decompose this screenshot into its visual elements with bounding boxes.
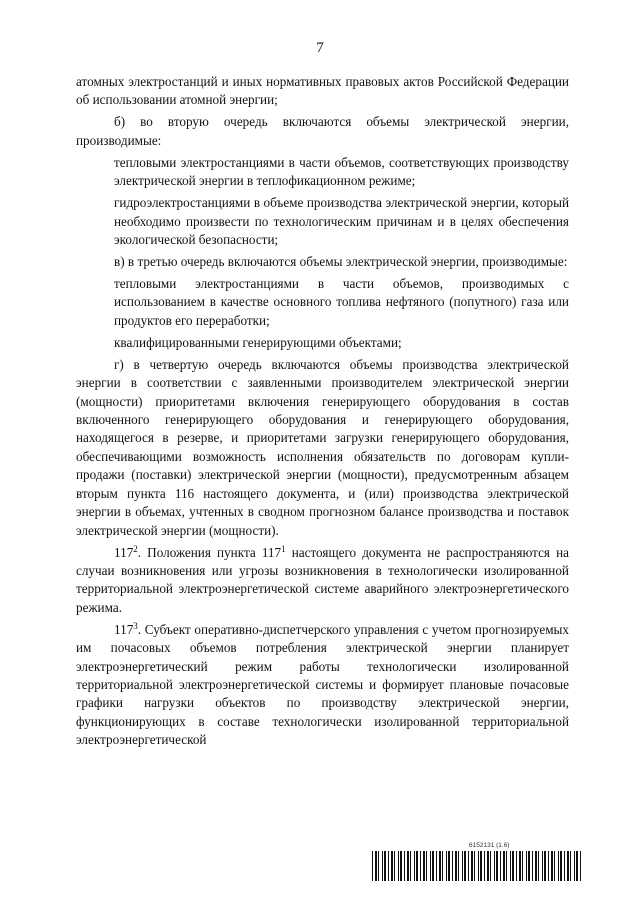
paragraph-117-2 — [76, 544, 569, 618]
clause-number: 117 — [114, 544, 134, 560]
paragraph-b-thermal: тепловыми электростанциями в части объемов, соответствующих производству электрической энергии в теплофикационном режиме; — [114, 154, 569, 189]
paragraph-item-g: г) в четвертую очередь включаются объемы производства электрической энергии в соответствии с заявленными производителем электрической энергии (мощности) приоритетами включения генерирующего оборудования в состав включенного генерирующего оборудования и генерирующего оборудования, находящегося в резерве, и приоритетами загрузки генерирующего оборудования, обеспечивающими возможность исполнения обязательств по договорам купли-продажи (поставки) электрической энергии (мощности), предусмотренным абзацем вторым пункта 116 настоящего документа, и (или) производства электрической энергии в объемах, учтенных в сводном прогнозном балансе производства и поставок электрической энергии (мощности). — [76, 356, 569, 538]
clause-superscript: 3 — [133, 620, 138, 631]
clause-text-part: . Положения пункта 117 — [137, 544, 282, 560]
document-body — [76, 73, 569, 750]
page-number: 7 — [316, 40, 324, 56]
barcode-icon — [372, 851, 582, 881]
paragraph-v-qualified: квалифицированными генерирующими объектами; — [114, 334, 402, 350]
paragraph-item-b: б) во вторую очередь включаются объемы электрической энергии, производимые: — [76, 114, 569, 148]
document-code: 6152131 (1.6) — [469, 842, 510, 849]
clause-text: . Субъект оперативно-диспетчерского управления с учетом прогнозируемых им почасовых объемов потребления электрической энергии планирует электроэнергетический режим работы технологически изолированной территориальной электроэнергетической системы и формирует плановые почасовые графики нагрузки объектов по производству электрической энергии, функционирующих в составе технологически изолированной территориальной электроэнергетической — [76, 621, 569, 748]
clause-number: 117 — [114, 621, 134, 637]
paragraph-item-v: в) в третью очередь включаются объемы электрической энергии, производимые: — [114, 254, 568, 270]
paragraph-intro: атомных электростанций и иных нормативных правовых актов Российской Федерации об использовании атомной энергии; — [76, 74, 569, 108]
paragraph-117-3 — [76, 621, 569, 750]
clause-text-part: настоящего документа не распространяются на случаи возникновения или угрозы возникновения в технологически изолированной территориальной электроэнергетической системе аварийного электроэнергетического режима. — [76, 544, 569, 615]
paragraph-b-hydro: гидроэлектростанциями в объеме производства электрической энергии, который необходимо произвести по технологическим причинам и в целях обеспечения экологической безопасности; — [114, 195, 569, 248]
clause-superscript: 2 — [133, 543, 138, 554]
paragraph-v-thermal: тепловыми электростанциями в части объемов, производимых с использованием в качестве основного топлива нефтяного (попутного) газа или продуктов его переработки; — [114, 276, 569, 328]
reference-superscript: 1 — [281, 543, 286, 554]
